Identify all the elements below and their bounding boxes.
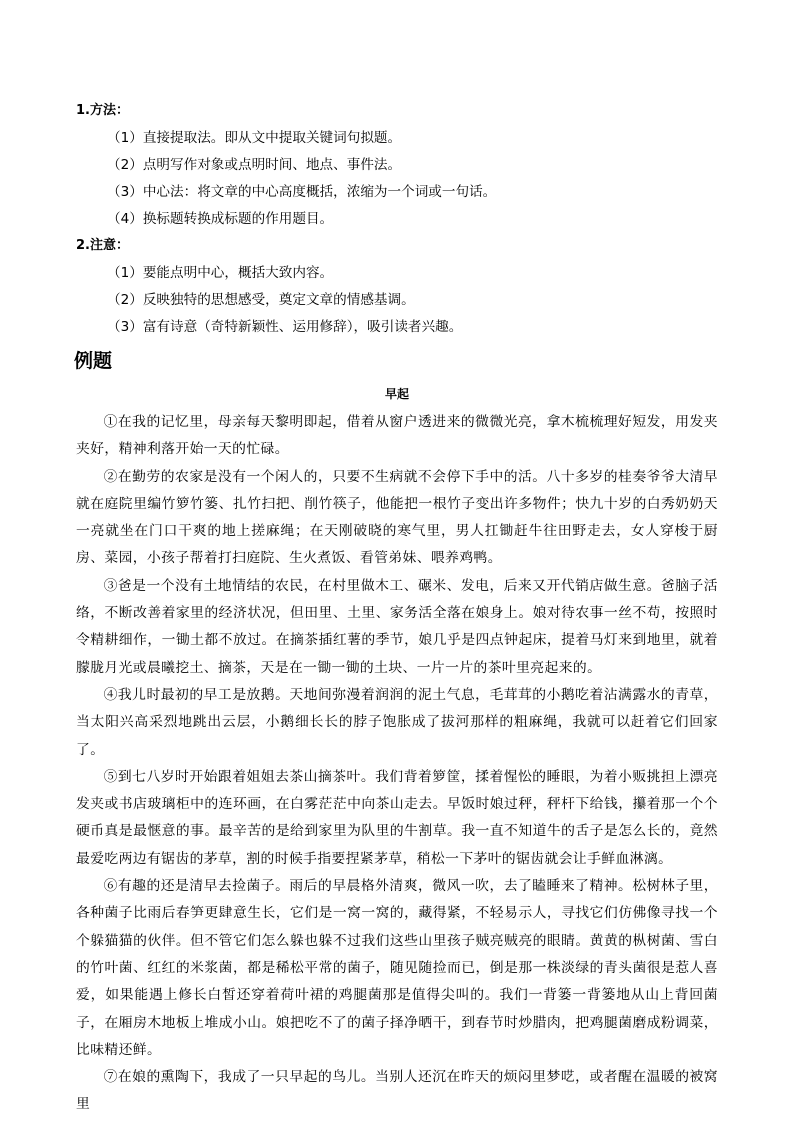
essay-paragraph-6: ⑥有趣的还是清早去捡菌子。雨后的早晨格外清爽，微风一吹，去了瞌睡来了精神。松树林子里，各种菌子比雨后春笋更肆意生长，它们是一窝一窝的，藏得紧，不轻易示人，寻找它们仿佛像寻找一个个躲猫猫的伙伴。但不管它们怎么躲也躲不过我们这些山里孩子贼亮贼亮的眼睛。黄黄的枞树菌、雪白的竹叶菌、红红的米浆菌，都是稀松平常的菌子，随见随捡而已，倒是那一株淡绿的青头菌很是惹人喜爱，如果能遇上修长白皙还穿着荷叶裙的鸡腿菌那是值得尖叫的。我们一背篓一背篓地从山上背回菌子，在厢房木地板上堆成小山。娘把吃不了的菌子择净晒干，到春节时炒腊肉，把鸡腿菌磨成粉调菜，比味精还鲜。 xyxy=(76,878,718,1058)
example-heading: 例题 xyxy=(74,350,113,372)
essay-paragraph-3: ③爸是一个没有土地情结的农民，在村里做木工、碾米、发电，后来又开代销店做生意。爸脑子活络，不断改善着家里的经济状况，但田里、土里、家务活全落在娘身上。娘对待农事一丝不苟，按照时令精耕细作，一锄土都不放过。在摘茶插红薯的季节，娘几乎是四点钟起床，提着马灯来到地里，就着朦胧月光或晨曦挖土、摘茶，天是在一锄一锄的土块、一片一片的茶叶里亮起来的。 xyxy=(76,577,718,676)
essay-paragraph-4: ④我儿时最初的早工是放鹅。天地间弥漫着润润的泥土气息，毛茸茸的小鹅吃着沾满露水的青草，当太阳兴高采烈地跳出云层，小鹅细长长的脖子饱胀成了拔河那样的粗麻绳，我就可以赶着它们回家了。 xyxy=(76,686,718,758)
method-item-2: （2）点明写作对象或点明时间、地点、事件法。 xyxy=(107,157,402,173)
essay-paragraph-7: ⑦在娘的熏陶下，我成了一只早起的鸟儿。当别人还沉在昨天的烦闷里梦呓，或者醒在温暖的被窝里 xyxy=(76,1069,718,1113)
essay-title: 早起 xyxy=(384,387,409,401)
method-item-3: （3）中心法：将文章的中心高度概括，浓缩为一个词或一句话。 xyxy=(107,184,497,200)
method-heading: 1.方法： xyxy=(76,103,129,118)
notice-item-2: （2）反映独特的思想感受，奠定文章的情感基调。 xyxy=(107,292,415,308)
essay-paragraph-1: ①在我的记忆里，母亲每天黎明即起，借着从窗户透进来的微微光亮，拿木梳梳理好短发，用发夹夹好，精神利落开始一天的忙碌。 xyxy=(76,414,718,458)
notice-heading: 2.注意： xyxy=(76,238,129,253)
method-item-1: （1）直接提取法。即从文中提取关键词句拟题。 xyxy=(107,130,402,146)
essay-body xyxy=(76,409,718,1119)
notice-item-1: （1）要能点明中心，概括大致内容。 xyxy=(107,265,334,281)
notice-item-3: （3）富有诗意（奇特新颖性、运用修辞），吸引读者兴趣。 xyxy=(107,319,463,335)
essay-paragraph-2: ②在勤劳的农家是没有一个闲人的，只要不生病就不会停下手中的活。八十多岁的桂奏爷爷大清早就在庭院里编竹箩竹篓、扎竹扫把、削竹筷子，他能把一根竹子变出许多物件；快九十岁的白秀奶奶天一亮就坐在门口干爽的地上搓麻绳；在天刚破晓的寒气里，男人扛锄赶牛往田野走去，女人穿梭于厨房、菜园，小孩子帮着打扫庭院、生火煮饭、看管弟妹、喂养鸡鸭。 xyxy=(76,468,718,567)
essay-paragraph-5: ⑤到七八岁时开始跟着姐姐去茶山摘茶叶。我们背着箩筐，揉着惺忪的睡眼，为着小贩挑担上漂亮发夹或书店玻璃柜中的连环画，在白雾茫茫中向茶山走去。早饭时娘过秤，秤杆下给钱，攥着那一个个硬币真是最惬意的事。最辛苦的是给到家里为队里的牛割草。我一直不知道牛的舌子是怎么长的，竟然最爱吃两边有锯齿的茅草，割的时候手指要捏紧茅草，稍松一下茅叶的锯齿就会让手鲜血淋漓。 xyxy=(76,768,718,867)
method-item-4: （4）换标题转换成标题的作用题目。 xyxy=(107,211,334,227)
